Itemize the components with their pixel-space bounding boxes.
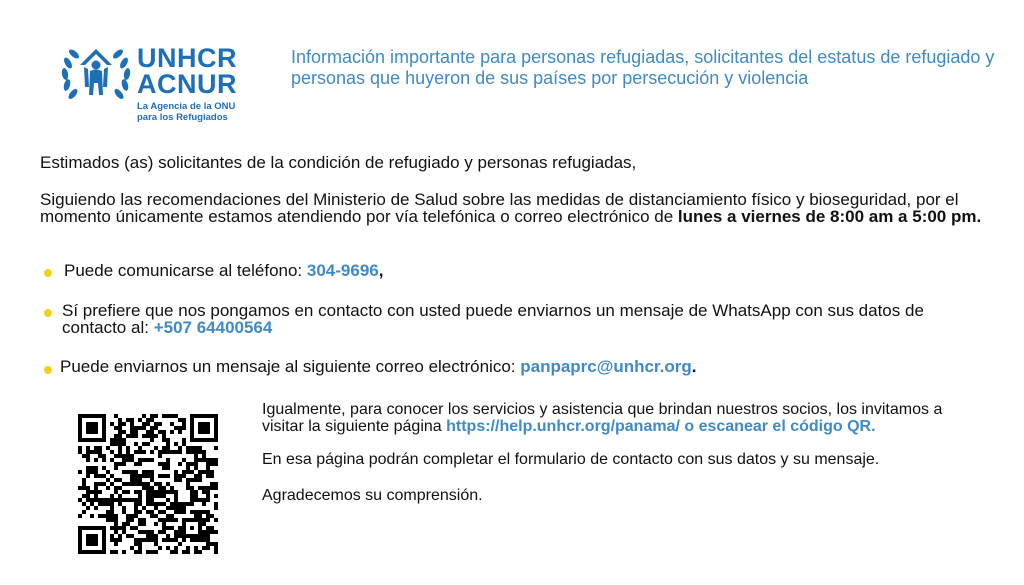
logo-tagline: La Agencia de la ONU (137, 101, 236, 112)
footer-block (262, 401, 962, 504)
whatsapp-label: Sí prefiere que nos pongamos en contacto con usted puede enviarnos un mensaje de WhatsApp con sus datos de contacto al: (62, 301, 924, 337)
thanks-paragraph: Agradecemos su comprensión. (262, 487, 483, 504)
logo-unhcr-text: UNHCR (137, 43, 237, 73)
help-page-link[interactable]: https://help.unhcr.org/panama/ o escanear el código QR. (446, 418, 876, 435)
services-text: Igualmente, para conocer los servicios y asistencia que brindan nuestros socios, los invitamos a visitar la siguiente página (262, 401, 943, 435)
page-title: Información importante para personas refugiadas, solicitantes del estatus de refugiado y personas que huyeron de sus países por persecución y violencia (291, 47, 995, 88)
whatsapp-bullet (62, 303, 982, 336)
services-paragraph (262, 401, 962, 435)
logo-acnur-text: ACNUR (137, 69, 237, 99)
unhcr-emblem-icon (60, 43, 132, 105)
office-hours: lunes a viernes de 8:00 am a 5:00 pm. (677, 206, 982, 226)
phone-suffix: , (378, 261, 384, 280)
unhcr-logo (60, 43, 250, 123)
logo-tagline: para los Refugiados (137, 112, 228, 123)
email-link[interactable]: panpaprc@unhcr.org (520, 357, 692, 376)
email-suffix: . (691, 357, 697, 376)
whatsapp-number-link[interactable]: +507 64400564 (153, 317, 273, 337)
intro-text: Siguiendo las recomendaciones del Ministerio de Salud sobre las medidas de distanciamiento físico y bioseguridad, por el momento únicamente estamos atendiendo por vía telefónica o correo electrónico de (40, 190, 959, 226)
bullet-icon (44, 366, 52, 374)
form-paragraph: En esa página podrán completar el formulario de contacto con sus datos y su mensaje. (262, 451, 880, 468)
qr-code-icon[interactable] (78, 414, 218, 554)
phone-bullet (64, 263, 964, 280)
bullet-icon (44, 269, 52, 277)
phone-number-link[interactable]: 304-9696 (306, 261, 379, 280)
greeting-text: Estimados (as) solicitantes de la condición de refugiado y personas refugiadas, (40, 153, 637, 172)
email-label: Puede enviarnos un mensaje al siguiente correo electrónico: (60, 357, 516, 376)
intro-paragraph (40, 192, 990, 225)
bullet-icon (44, 309, 52, 317)
email-bullet (60, 359, 980, 376)
phone-label: Puede comunicarse al teléfono: (64, 261, 303, 280)
